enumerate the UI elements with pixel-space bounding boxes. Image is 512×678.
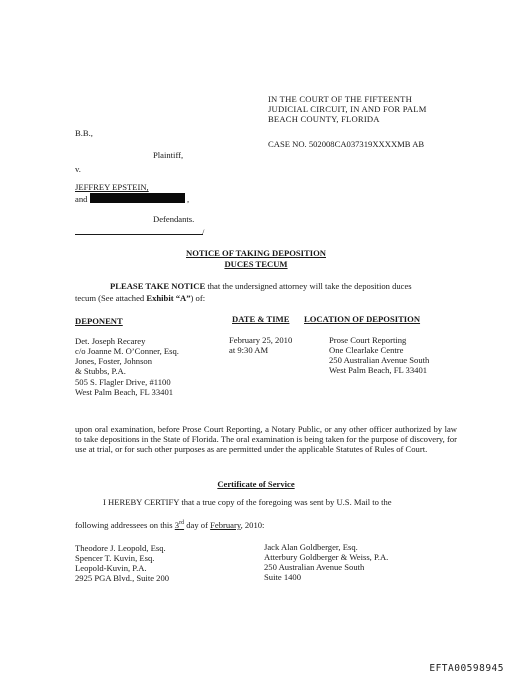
certificate-text: , 2010:	[240, 520, 265, 530]
datetime-line: February 25, 2010	[229, 335, 293, 345]
versus: v.	[75, 164, 81, 174]
redaction-comma: ,	[187, 194, 190, 204]
body-paragraph: upon oral examination, before Prose Court Reporting, a Notary Public, or any other officer authorized by law to take depositions in the State of Florida. The oral examination is being taken for the purpose of discovery, for use at trial, or for such other purposes as are permitted under the applicable Statutes of Rules of Court.	[75, 424, 457, 455]
notice-text-1: that the undersigned attorney will take the deposition duces	[205, 281, 412, 291]
deponent-line: 505 S. Flagler Drive, #1100	[75, 376, 171, 387]
certificate-text: following addressees on this	[75, 520, 175, 530]
location-line: West Palm Beach, FL 33401	[329, 365, 428, 376]
defendant-and: and	[75, 194, 88, 204]
datetime-line: at 9:30 AM	[229, 345, 269, 356]
notice-text-2: tecum (See attached	[75, 293, 147, 303]
certificate-line-2	[75, 520, 264, 530]
location-line: 250 Australian Avenue South	[329, 355, 430, 366]
notice-lead: PLEASE TAKE NOTICE	[110, 281, 206, 291]
addressee-line: Suite 1400	[264, 572, 302, 583]
certificate-day-number: 3	[174, 520, 180, 530]
court-line-1: IN THE COURT OF THE FIFTEENTH	[268, 94, 412, 104]
deponent-line: Jones, Foster, Johnson	[75, 356, 153, 367]
certificate-day	[175, 520, 184, 530]
notice-line-2	[75, 293, 205, 303]
deponent-column	[75, 336, 179, 397]
deponent-line: & Stubbs, P.A.	[75, 366, 126, 377]
plaintiff-name: B.B.,	[75, 128, 93, 138]
deponent-line: West Palm Beach, FL 33401	[75, 386, 174, 397]
caption-rule	[75, 234, 203, 235]
defendant-role: Defendants.	[153, 214, 195, 224]
addressee-right	[264, 542, 388, 583]
court-caption	[268, 94, 468, 124]
document-title-line-2: DUCES TECUM	[224, 259, 288, 269]
location-line: Prose Court Reporting	[329, 335, 407, 345]
court-line-2: JUDICIAL CIRCUIT, IN AND FOR PALM	[268, 104, 427, 115]
case-number: CASE NO. 502008CA037319XXXXMB AB	[268, 139, 425, 149]
addressee-line: 2925 PGA Blvd., Suite 200	[75, 573, 170, 584]
plaintiff-role: Plaintiff,	[153, 150, 184, 160]
notice-line-1	[110, 281, 412, 291]
addressee-line: Spencer T. Kuvin, Esq.	[75, 553, 155, 564]
bates-id: EFTA00598945	[429, 663, 504, 674]
defendant-name: JEFFREY EPSTEIN,	[75, 182, 149, 192]
certificate-text: day of	[184, 520, 211, 530]
addressee-line: 250 Australian Avenue South	[264, 562, 365, 573]
notice-text-3: ) of:	[190, 293, 206, 303]
deponent-line: c/o Joanne M. O’Conner, Esq.	[75, 346, 179, 357]
redaction-bar	[90, 193, 185, 203]
addressee-line: Leopold-Kuvin, P.A.	[75, 563, 147, 574]
caption-slash: /	[202, 227, 205, 237]
addressee-left	[75, 543, 169, 584]
deponent-line: Det. Joseph Recarey	[75, 336, 146, 346]
location-line: One Clearlake Centre	[329, 345, 404, 356]
header-deponent: DEPONENT	[75, 316, 123, 326]
datetime-column	[229, 335, 292, 355]
certificate-month: February	[210, 520, 241, 530]
addressee-line: Jack Alan Goldberger, Esq.	[264, 542, 358, 552]
header-datetime: DATE & TIME	[232, 314, 290, 324]
notice-exhibit: Exhibit “A”	[146, 293, 191, 303]
court-line-3: BEACH COUNTY, FLORIDA	[268, 114, 380, 125]
location-column	[329, 335, 429, 376]
addressee-line: Atterbury Goldberger & Weiss, P.A.	[264, 552, 389, 563]
header-location: LOCATION OF DEPOSITION	[304, 314, 421, 324]
certificate-line-1: I HEREBY CERTIFY that a true copy of the foregoing was sent by U.S. Mail to the	[103, 497, 392, 507]
addressee-line: Theodore J. Leopold, Esq.	[75, 543, 166, 553]
certificate-title: Certificate of Service	[217, 479, 295, 489]
document-title-line-1: NOTICE OF TAKING DEPOSITION	[186, 248, 326, 258]
certificate-day-suffix: rd	[179, 520, 185, 527]
